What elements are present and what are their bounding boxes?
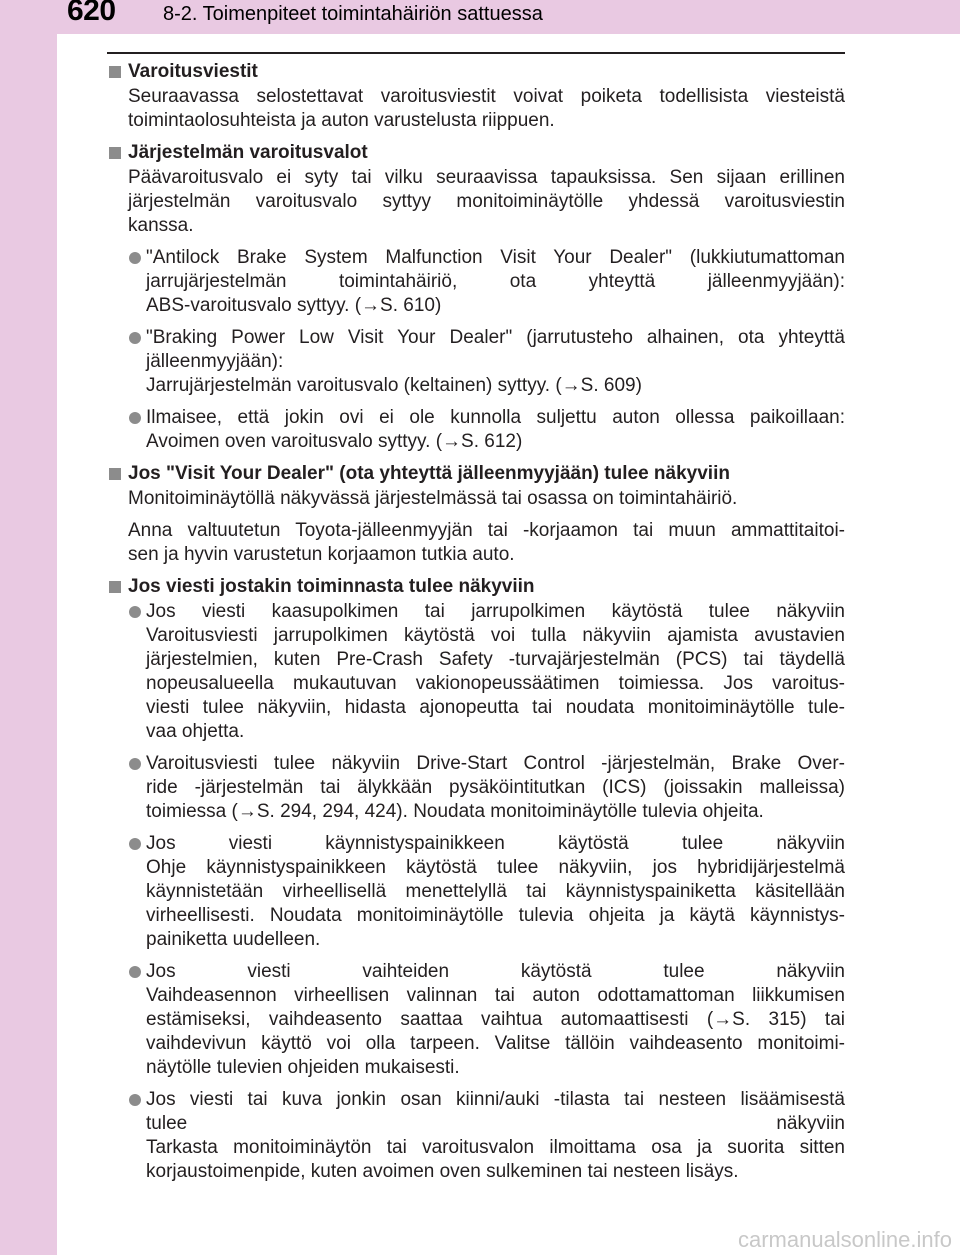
text-line: Jos viesti vaihteiden käytöstä tulee näkyviin [146, 961, 845, 982]
text-line: järjestelmien, kuten Pre-Crash Safety -turvajärjestelmän (PCS) tai täydellä [146, 649, 845, 670]
text-line: vaihdevivun käyttö voi olla tarpeen. Valitse tällöin vaihdeasento monitoimi- [146, 1033, 845, 1054]
paragraph [107, 166, 845, 238]
text-line: Seuraavassa selostettavat varoitusviestit voivat poiketa todellisista viesteistä [128, 86, 845, 107]
section-heading [107, 141, 845, 165]
text-line: Päävaroitusvalo ei syty tai vilku seuraavissa tapauksissa. Sen sijaan erillinen [128, 167, 845, 188]
text-line: "Braking Power Low Visit Your Dealer" (jarrutusteho alhainen, ota yhteyttä [146, 327, 845, 348]
circle-bullet-icon [129, 332, 141, 344]
header-rule [107, 52, 845, 54]
bullet-item [107, 406, 845, 454]
circle-bullet-icon [129, 966, 141, 978]
square-bullet-icon [109, 66, 121, 78]
text-line: virheellisesti. Noudata monitoiminäytölle tulevia ohjeita ja käytä käynnistys- [146, 905, 845, 926]
circle-bullet-icon [129, 1094, 141, 1106]
text-line: ride -järjestelmän tai älykkään pysäköintitutkan (ICS) (joissakin malleissa) [146, 777, 845, 798]
section-heading [107, 575, 845, 599]
circle-bullet-icon [129, 412, 141, 424]
text-line: Jos viesti käynnistyspainikkeen käytöstä tulee näkyviin [146, 833, 845, 854]
text-line: sen ja hyvin varustetun korjaamon tutkia auto. [128, 544, 515, 565]
text-line: Monitoiminäytöllä näkyvässä järjestelmässä tai osassa on toimintahäiriö. [128, 488, 738, 509]
text-line: painiketta uudelleen. [146, 929, 321, 950]
circle-bullet-icon [129, 838, 141, 850]
section-heading-text: Varoitusviestit [128, 61, 258, 82]
circle-bullet-icon [129, 252, 141, 264]
left-margin-band [0, 0, 57, 1255]
section-heading-text: Järjestelmän varoitusvalot [128, 142, 368, 163]
text-line: Ilmaisee, että jokin ovi ei ole kunnolla suljettu auton ollessa paikoillaan: [146, 407, 845, 428]
section-heading-text: Jos "Visit Your Dealer" (ota yhteyttä jälleenmyyjään) tulee näkyviin [128, 463, 730, 484]
text-line: viesti tulee näkyviin, hidasta ajonopeutta tai noudata monitoiminäytölle tule- [146, 697, 845, 718]
paragraph [107, 85, 845, 133]
text-line: "Antilock Brake System Malfunction Visit Your Dealer" (lukkiutumattoman [146, 247, 845, 268]
text-line: Avoimen oven varoitusvalo syttyy. (→S. 612) [146, 431, 523, 452]
text-line: käynnistetään virheellisellä menettelyllä tai käynnistyspainiketta käsitellään [146, 881, 845, 902]
paragraph [107, 487, 845, 511]
chapter-title: 8-2. Toimenpiteet toimintahäiriön sattuessa [163, 3, 543, 25]
text-line: toimiessa (→S. 294, 294, 424). Noudata monitoiminäytölle tulevia ohjeita. [146, 801, 764, 822]
page-content [107, 60, 845, 1192]
circle-bullet-icon [129, 758, 141, 770]
bullet-item [107, 600, 845, 744]
text-line: Tarkasta monitoiminäytön tai varoitusvalon ilmoittama osa ja suorita sitten [146, 1137, 845, 1158]
watermark: carmanualsonline.info [737, 1227, 952, 1252]
text-line: Jarrujärjestelmän varoitusvalo (keltainen) syttyy. (→S. 609) [146, 375, 642, 396]
text-line: tulee näkyviin [146, 1113, 845, 1134]
text-line: Jos viesti tai kuva jonkin osan kiinni/auki -tilasta tai nesteen lisäämisestä [146, 1089, 845, 1110]
text-line: korjaustoimenpide, kuten avoimen oven sulkeminen tai nesteen lisäys. [146, 1161, 739, 1182]
circle-bullet-icon [129, 606, 141, 618]
text-line: nopeusalueella mukautuvan vakionopeussäätimen toimiessa. Jos varoitus- [146, 673, 845, 694]
text-line: jälleenmyyjään): [146, 351, 284, 372]
text-line: Ohje käynnistyspainikkeen käytöstä tulee näkyviin, jos hybridijärjestelmä [146, 857, 845, 878]
text-line: Varoitusviesti jarrupolkimen käytöstä voi tulla näkyviin ajamista avustavien [146, 625, 845, 646]
text-line: vaa ohjetta. [146, 721, 245, 742]
bullet-item [107, 960, 845, 1080]
text-line: Jos viesti kaasupolkimen tai jarrupolkimen käytöstä tulee näkyviin [146, 601, 845, 622]
page-number: 620 [67, 0, 116, 27]
section-heading-text: Jos viesti jostakin toiminnasta tulee näkyviin [128, 576, 535, 597]
text-line: estämiseksi, vaihdeasento saattaa vaihtua automaattisesti (→S. 315) tai [146, 1009, 845, 1030]
square-bullet-icon [109, 581, 121, 593]
text-line: jarrujärjestelmän toimintahäiriö, ota yhteyttä jälleenmyyjään): [146, 271, 845, 292]
section [107, 575, 845, 1184]
bullet-item [107, 326, 845, 398]
text-line: järjestelmän varoitusvalo syttyy monitoiminäytölle yhdessä varoitusviestin [128, 191, 845, 212]
section-heading [107, 462, 845, 486]
bullet-item [107, 752, 845, 824]
section [107, 462, 845, 567]
paragraph [107, 519, 845, 567]
square-bullet-icon [109, 147, 121, 159]
text-line: Vaihdeasennon virheellisen valinnan tai auton odottamattoman liikkumisen [146, 985, 845, 1006]
bullet-item [107, 246, 845, 318]
section-heading [107, 60, 845, 84]
text-line: Varoitusviesti tulee näkyviin Drive-Start Control -järjestelmän, Brake Over- [146, 753, 845, 774]
bullet-item [107, 832, 845, 952]
text-line: Anna valtuutetun Toyota-jälleenmyyjän tai -korjaamon tai muun ammattitaitoi- [128, 520, 845, 541]
text-line: ABS-varoitusvalo syttyy. (→S. 610) [146, 295, 442, 316]
section [107, 141, 845, 454]
text-line: kanssa. [128, 215, 194, 236]
text-line: näytölle tulevien ohjeiden mukaisesti. [146, 1057, 460, 1078]
section [107, 60, 845, 133]
text-line: toimintaolosuhteista ja auton varustelusta riippuen. [128, 110, 555, 131]
square-bullet-icon [109, 468, 121, 480]
bullet-item [107, 1088, 845, 1184]
